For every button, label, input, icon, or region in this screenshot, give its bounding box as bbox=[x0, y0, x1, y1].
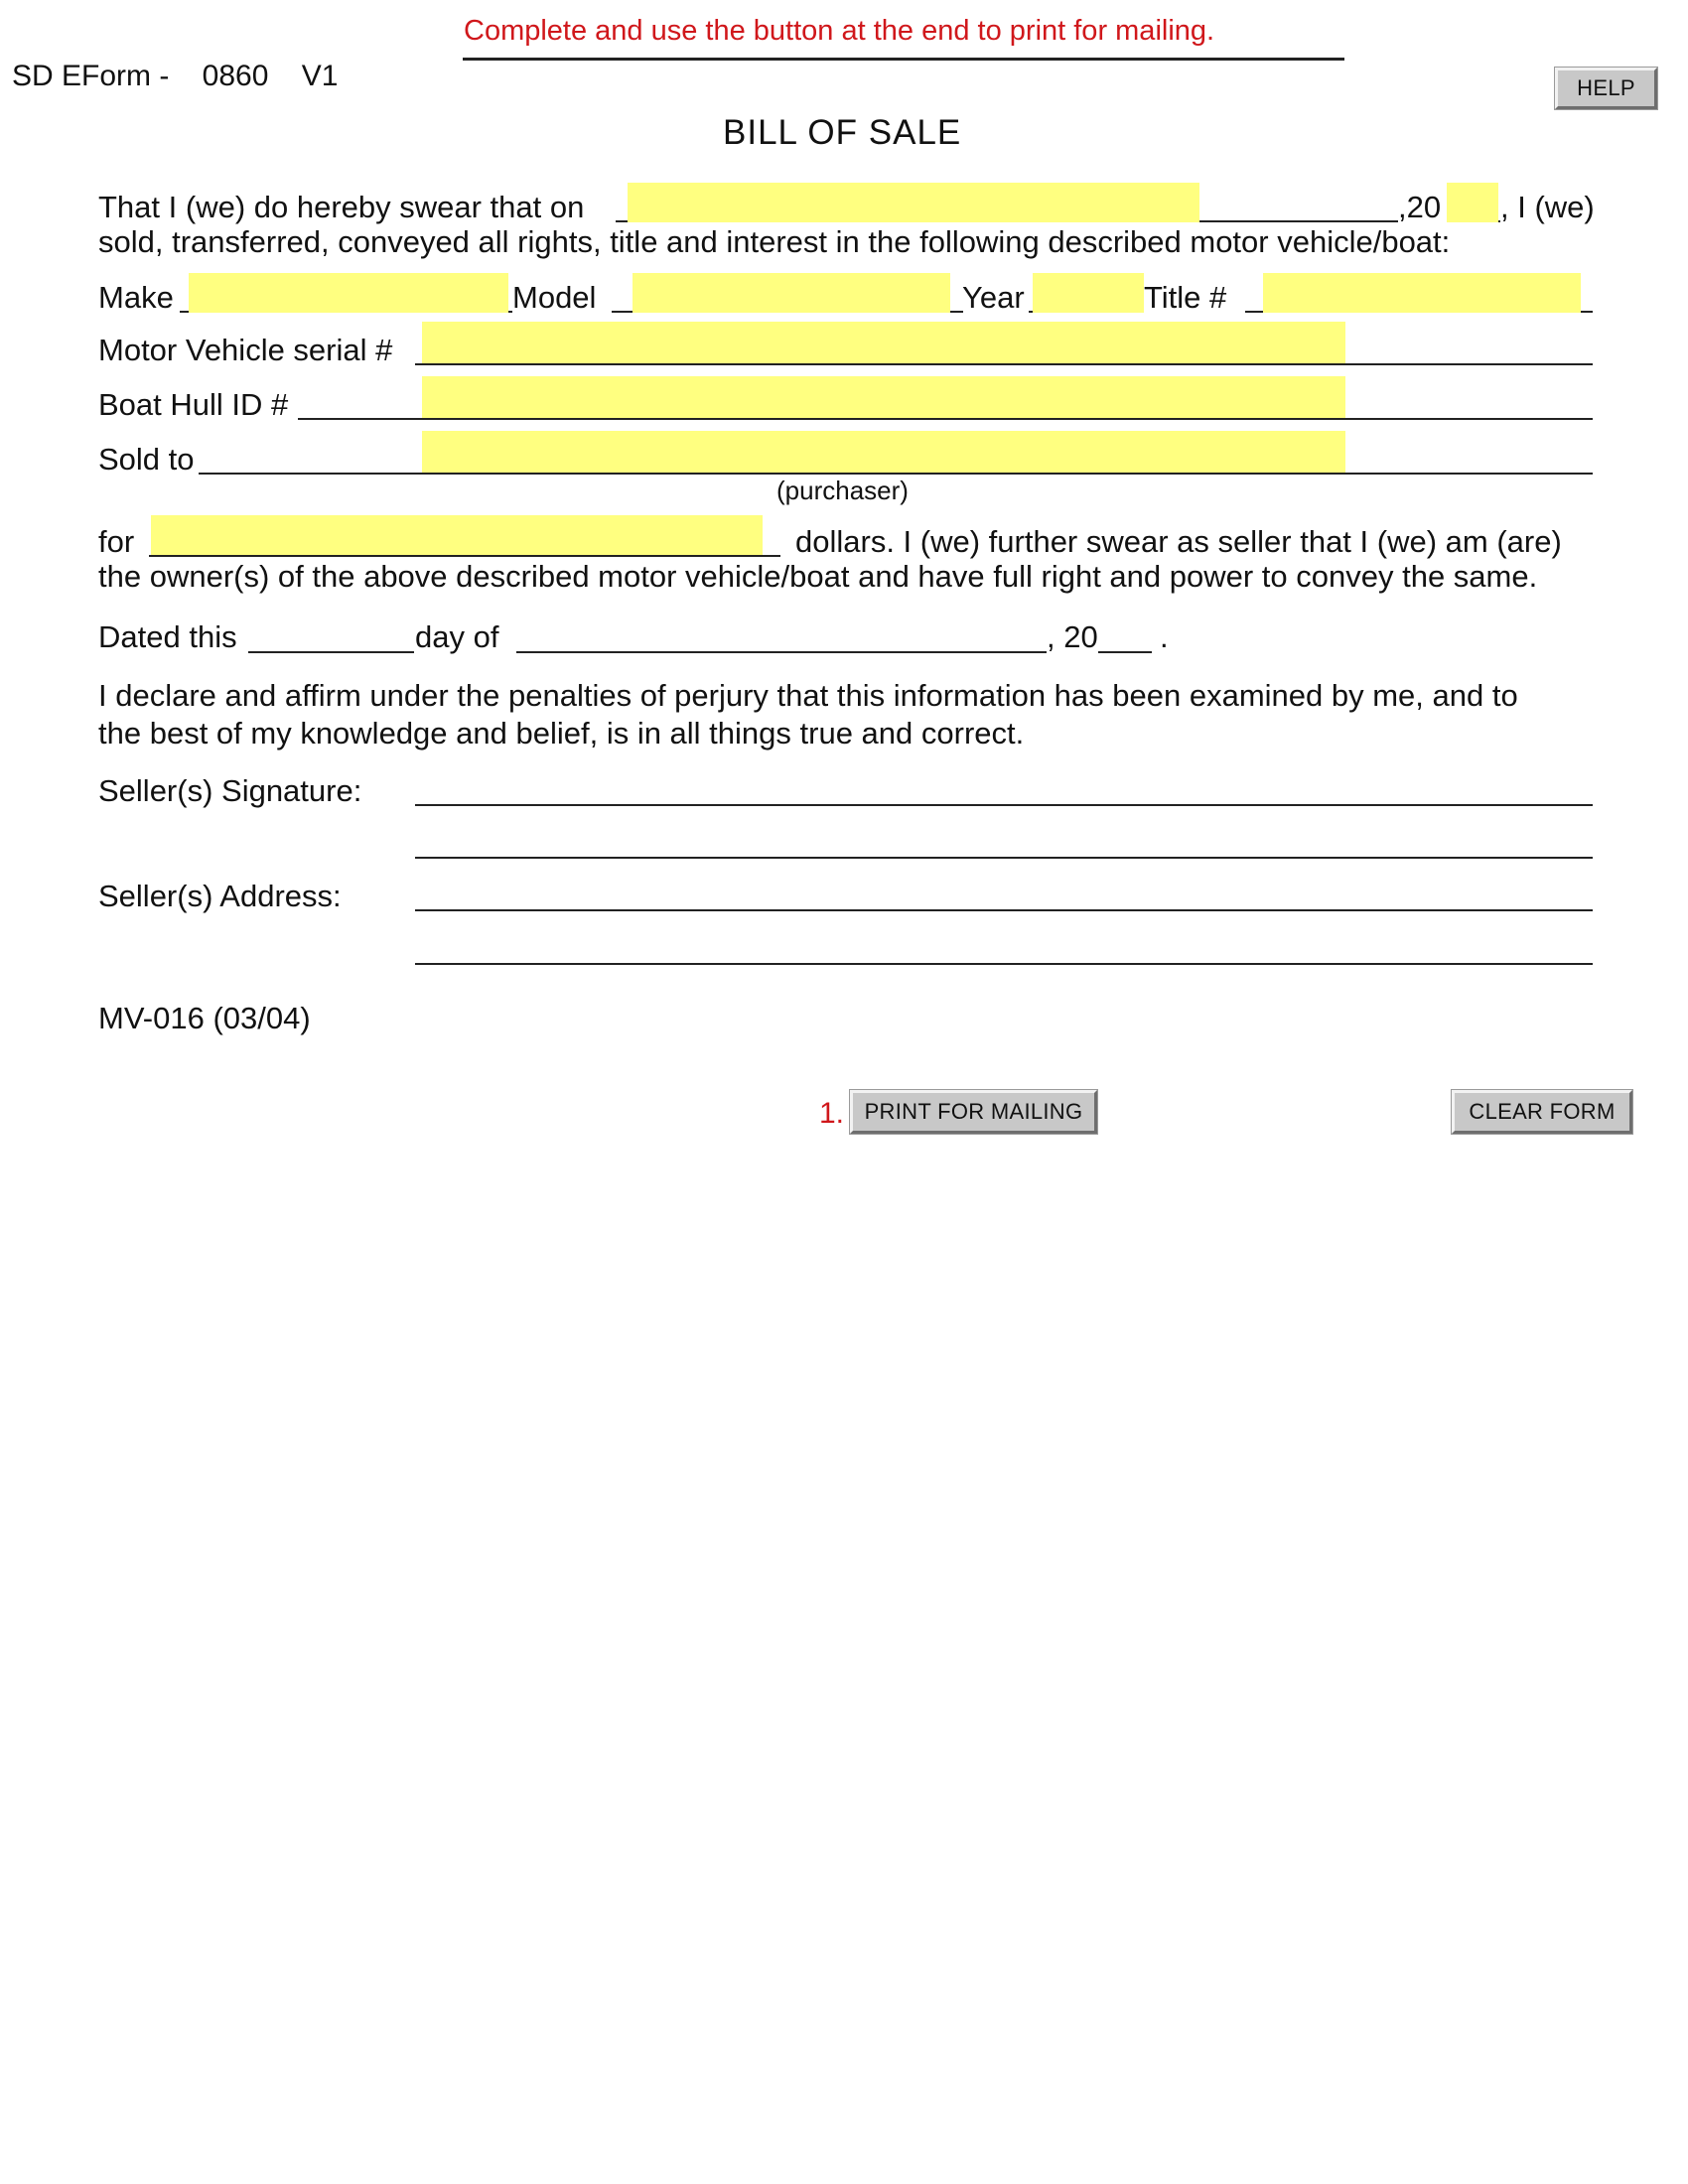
declaration-line-2: the best of my knowledge and belief, is in all things true and correct. bbox=[98, 716, 1025, 751]
title-number-label: Title # bbox=[1144, 280, 1227, 315]
year-prefix: ,20 bbox=[1398, 190, 1442, 224]
dated-day-line bbox=[248, 651, 414, 653]
address-line-1[interactable] bbox=[415, 909, 1593, 911]
dated-period: . bbox=[1160, 619, 1169, 654]
make-field[interactable] bbox=[189, 273, 508, 313]
purchaser-caption: (purchaser) bbox=[776, 476, 909, 505]
sold-to-line bbox=[199, 473, 1593, 475]
we-suffix: , I (we) bbox=[1500, 190, 1595, 224]
dated-year-prefix: , 20 bbox=[1047, 619, 1098, 654]
model-field[interactable] bbox=[633, 273, 950, 313]
instruction-underline bbox=[463, 58, 1344, 61]
amount-field[interactable] bbox=[151, 515, 763, 555]
step-number: 1. bbox=[819, 1097, 845, 1130]
print-for-mailing-button[interactable]: PRINT FOR MAILING bbox=[850, 1090, 1097, 1134]
transfer-text: sold, transferred, conveyed all rights, title and interest in the following described motor vehicle/boat: bbox=[98, 224, 1451, 259]
owner-text: the owner(s) of the above described motor vehicle/boat and have full right and power to convey the same. bbox=[98, 559, 1538, 594]
sale-year-field[interactable] bbox=[1447, 183, 1498, 222]
page-title: BILL OF SALE bbox=[723, 113, 962, 152]
purchaser-field[interactable] bbox=[422, 431, 1345, 473]
sale-date-field[interactable] bbox=[628, 183, 1199, 222]
signature-line-1[interactable] bbox=[415, 804, 1593, 806]
day-of-label: day of bbox=[415, 619, 499, 654]
clear-form-button[interactable]: CLEAR FORM bbox=[1452, 1090, 1632, 1134]
serial-label: Motor Vehicle serial # bbox=[98, 333, 393, 367]
title-number-field[interactable] bbox=[1263, 273, 1581, 313]
form-id: SD EForm - 0860 V1 bbox=[12, 60, 339, 92]
signature-line-2[interactable] bbox=[415, 857, 1593, 859]
signature-label: Seller(s) Signature: bbox=[98, 773, 362, 808]
declaration-line-1: I declare and affirm under the penalties of perjury that this information has been examined by me, and to bbox=[98, 678, 1518, 713]
serial-field[interactable] bbox=[422, 322, 1345, 363]
for-label: for bbox=[98, 524, 135, 559]
year-label: Year bbox=[962, 280, 1025, 315]
hull-id-field[interactable] bbox=[422, 376, 1345, 418]
hull-id-line bbox=[298, 418, 1593, 420]
serial-line bbox=[415, 363, 1593, 365]
form-code: MV-016 (03/04) bbox=[98, 1001, 311, 1035]
address-line-2[interactable] bbox=[415, 963, 1593, 965]
instruction-text: Complete and use the button at the end to print for mailing. bbox=[464, 15, 1215, 47]
sold-to-label: Sold to bbox=[98, 442, 195, 477]
amount-line bbox=[149, 555, 780, 557]
make-label: Make bbox=[98, 280, 174, 315]
year-field[interactable] bbox=[1033, 273, 1144, 313]
help-button[interactable]: HELP bbox=[1555, 68, 1657, 109]
dollars-text: dollars. I (we) further swear as seller that I (we) am (are) bbox=[795, 524, 1562, 559]
dated-year-line bbox=[1098, 651, 1152, 653]
address-label: Seller(s) Address: bbox=[98, 879, 342, 913]
swear-text: That I (we) do hereby swear that on bbox=[98, 190, 585, 224]
dated-month-line bbox=[516, 651, 1047, 653]
model-label: Model bbox=[512, 280, 597, 315]
dated-label: Dated this bbox=[98, 619, 237, 654]
hull-id-label: Boat Hull ID # bbox=[98, 387, 289, 422]
